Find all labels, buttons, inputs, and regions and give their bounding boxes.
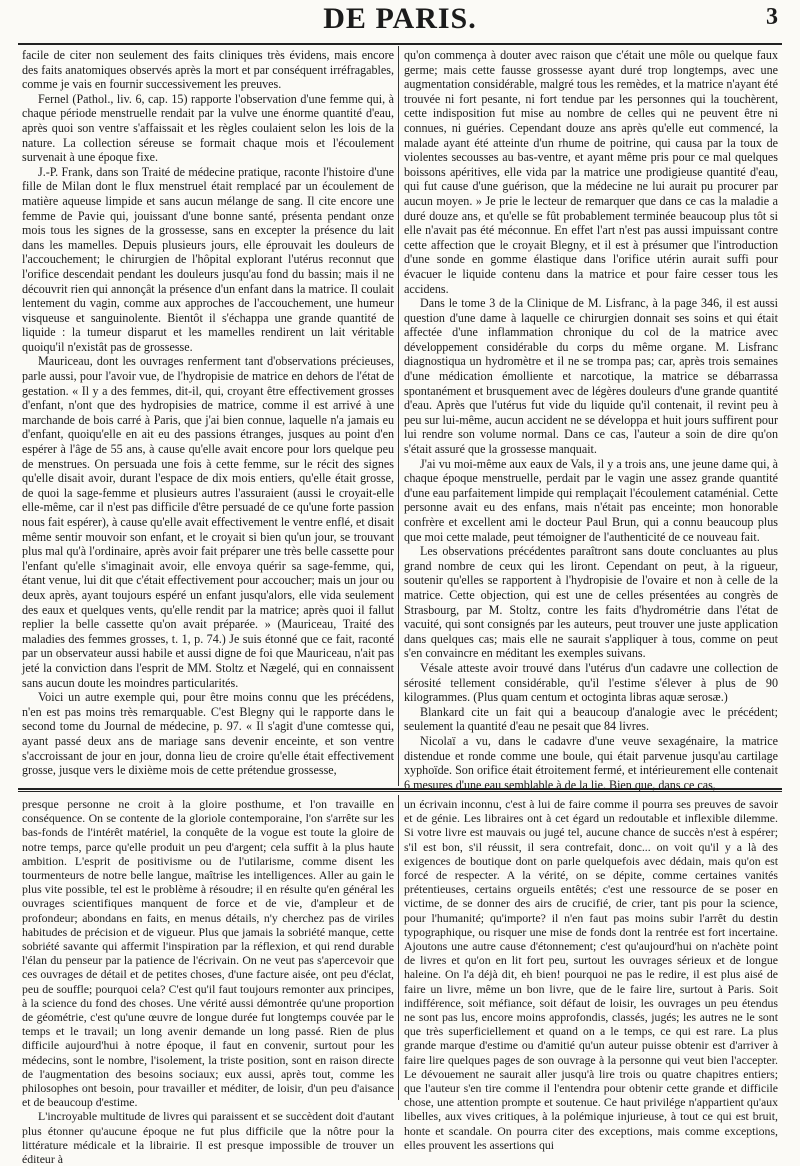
paragraph: Voici un autre exemple qui, pour être moins connu que les précédens, n'en est pas moins très remarquable. C'est Blegny qui le rapporte dans le second tome du Journal de médecine, p. 97. « Il s'agit d'une comtesse qui, ayant passé deux ans de mariage sans devenir enceinte, et son ventre s'accroissant de jour en jour, donna lieu de croire qu'elle était effectivement grosse, jusque vers le dixième mois de cette prétendue grossesse, [22,690,394,778]
paragraph: Vésale atteste avoir trouvé dans l'utérus d'un cadavre une collection de sérosité tellement considérable, qu'il l'estime s'élever à plus de 90 kilogrammes. (Plus quam centum et octoginta libras aquæ serosæ.) [404,660,778,705]
paragraph: J.-P. Frank, dans son Traité de médecine pratique, raconte l'histoire d'une fille de Milan dont le flux menstruel était remplacé par un écoulement de matière aqueuse limpide et sans aucun mélange de sang. Il cite encore une femme de Pavie qui, jouissant d'une bonne santé, présenta pendant onze mois tous les signes de la grossesse, sans en excepter la présence du lait dans les mamelles. Depuis plusieurs jours, elle éprouvait les douleurs de l'accouchement; le chirurgien de l'hôpital explorant l'utérus reconnut que l'orifice descendait pendant les douleurs jusqu'au fond du bassin; mais il ne découvrit rien qui annonçât la présence d'un enfant dans la matrice. Il coulait lentement du vagin, comme aux approches de l'accouchement, une humeur visqueuse et sanguinolente. Bientôt il s'échappa une grande quantité de liquide : la tumeur disparut et les mamelles rendirent un lait véritable quoiqu'il n'existât pas de grossesse. [22,164,394,354]
upper-column-right [404,48,778,792]
paragraph: Mauriceau, dont les ouvrages renferment tant d'observations précieuses, parle aussi, pour l'avoir vue, de l'hydropisie de matrice en dehors de l'état de gestation. « Il y a des femmes, dit-il, qui, croyant être effectivement grosses d'enfant, n'ont que des hydropisies de matrice, comme il est arrivé à une marchande de bois carré à Paris, que j'ai bien connue, laquelle n'a jamais eu d'enfant, quoiqu'elle en ait eu des passions étranges, jusques au point d'en espérer à l'âge de 55 ans, à cause qu'elle avait encore pour lors quelque peu de menstrues. On persuada une fois à cette femme, sur le récit des signes qu'elle disait avoir, durant l'espace de dix mois entiers, qu'elle était grosse, de quoi la sage-femme et plusieurs autres l'assuraient (aussi le croyait-elle elle-même, car il n'est pas difficile d'être persuadé de ce qu'une forte passion nous fait espérer), à cause qu'elle avait effectivement le ventre enflé, et disait même sentir mouvoir son enfant, et le croyait si bien qu'un jour, se trouvant plus mal qu'à l'ordinaire, après avoir fait préparer une très belle cassette pour l'enfant qu'elle s'imaginait avoir, elle envoya quérir sa sage-femme, qui, étant venue, lui dit que c'était effectivement pour accoucher; mais un jour ou deux après, ayant toujours espéré un enfant jusqu'alors, elle vida seulement des eaux et quelques vents, qu'elle rendit par la matrice; après quoi il fallut replier la belle cassette qu'on avait préparée. » (Mauriceau, Traité des maladies des femmes grosses, t. 1, p. 74.) Je suis étonné que ce fait, raconté par un observateur aussi habile et aussi digne de foi que Mauriceau, n'ait pas jeté la conviction dans l'esprit de MM. Stoltz et Nægelé, qui en connaissent sans aucun doute les moindres particularités. [22,354,394,690]
paragraph: Blankard cite un fait qui a beaucoup d'analogie avec le précédent; seulement la quantité d'eau ne pesait que 84 livres. [404,704,778,734]
paragraph: L'incroyable multitude de livres qui paraissent et se succèdent doit d'autant plus étonner qu'aucune époque ne fut plus difficile que la nôtre pour la littérature médicale et la librairie. Il est presque impossible de trouver un éditeur à [22,1109,394,1166]
paragraph: Dans le tome 3 de la Clinique de M. Lisfranc, à la page 346, il est aussi question d'une dame à laquelle ce chirurgien donnait ses soins et qui était affectée d'une inflammation chronique du col de la matrice avec développement considérable du corps du même organe. M. Lisfranc diagnostiqua un hydromètre et il ne se trompa pas; car, après trois semaines d'une médication émolliente et narcotique, la matrice se débarrassa spontanément et brusquement avec de légères douleurs d'une grande quantité d'eau. Après que l'utérus fut vide du liquide qu'il contenait, il revint peu à peu sur lui-même, aucun accident ne se développa et huit jours suffirent pour lui rendre son volume normal. Dans ce cas, l'auteur a soin de dire qu'on s'était assuré que la grossesse manquait. [404,296,778,457]
upper-column-left [22,48,394,784]
paragraph: Fernel (Pathol., liv. 6, cap. 15) rapporte l'observation d'une femme qui, à chaque période menstruelle rendait par la vulve une énorme quantité d'eau, après quoi son ventre s'affaissait et les règles coulaient selon les lois de la nature. La collection séreuse se formait chaque mois et l'écoulement survenait à une époque fixe. [22,91,394,165]
lower-column-right [404,797,778,1152]
column-separator [398,795,399,1100]
section-rule [18,791,782,792]
page-title: DE PARIS. [323,2,477,35]
paragraph: un écrivain inconnu, c'est à lui de faire comme il pourra ses preuves de savoir et de génie. Les libraires ont à cet égard un redoutable et inflexible dilemme. Si votre livre est mauvais ou jugé tel, aucune chance de succès n'est à espérer; s'il est bon, s'il réussit, il sera contrefait, donc... on voit qu'il y a là des exigences de boutique dont on parle quelquefois avec dédain, mais qu'on est forcé de respecter. A la vérité, on se dépite, comme certaines vanités prétentieuses, certains orgueils entêtés; c'est une ressource de se poser en victime, de se donner des airs de crucifié, de crier, tant pis pour la science, pour l'humanité; qu'importe? il n'en faut pas moins subir l'arrêt du destin typographique, ou risquer une mise de fonds dont la rentrée est fort incertaine. Ajoutons une autre cause d'étonnement; c'est qu'aujourd'hui on n'achète point de livres et qu'on en lit fort peu, surtout les ouvrages sérieux et de longue haleine. On l'a déjà dit, eh bien! pourquoi ne pas le redire, il est plus aisé de faire un livre, même un bon livre, que de le faire lire, surtout à Paris. Soit indifférence, soit méfiance, soit défaut de loisir, les ouvrages un peu étendus ne sont pas lus, encore moins approfondis, classés, jugés; les autres ne le sont que très superficiellement et quand on a le temps, ce qui est rare. La plus grande marque d'estime ou d'amitié qu'un auteur puisse obtenir est d'arriver à faire lire quelques pages de son ouvrage à la personne qui veut bien l'accepter. Le dévouement ne saurait aller jusqu'à lire trois ou quatre chapitres entiers; que l'auteur s'en tire comme il l'entendra pour obtenir cette grande et difficile chose, une attention prompte et soutenue. Ce haut privilége n'appartient qu'aux libelles, aux vives critiques, à la polémique injurieuse, à tout ce qui est bruit, honte et scandale. On pourra citer des exceptions, mais comme exceptions, elles prouvent les assertions qui [404,797,778,1152]
header-rule [18,43,782,45]
page-number: 3 [766,4,778,30]
paragraph: Nicolaï a vu, dans le cadavre d'une veuve sexagénaire, la matrice distendue et ronde comme une boule, qui était parvenue jusqu'au cartilage xyphoïde. Son orifice était étroitement fermé, et intérieurement elle contenait 6 mesures d'une eau semblable à de la lie. Bien que, dans ce cas, [404,733,778,792]
paragraph: facile de citer non seulement des faits cliniques très évidens, mais encore des faits anatomiques observés après la mort et par conséquent irréfragables, comme je vais en fournir successivement les preuves. [22,48,394,92]
paragraph: presque personne ne croit à la gloire posthume, et l'on travaille en conséquence. On se contente de la gloriole contemporaine, l'on s'arrête sur les bas-fonds de l'intérêt matériel, la conquête de la vogue est toute la gloire de notre temps, parce qu'elle produit un peu d'argent; cela suffit à la plus haute ambition. L'esprit de positivisme ou de l'utilarisme, comme disent les tourmenteurs de notre belle langue, maîtrise les intelligences. Aller au gain le plus vite possible, tel est le problème à résoudre; il en résulte qu'en général les ouvrages scientifiques manquent de force et de vie, d'ampleur et de profondeur; abondans en faits, en menus détails, n'y cherchez pas de viriles habitudes de précision et de vigueur. Plus que jamais la sobriété manque, cette sobriété savante qui affermit l'inspiration par la réflexion, et qui rend durable l'élan du penseur par la patience de l'écrivain. On ne veut pas s'apercevoir que ces ouvrages de détail et de petites choses, d'une facture aisée, ont peu d'éclat, peu de souffle; pourquoi cela? C'est qu'il faut toujours remonter aux principes, à la science du fond des choses. Une vérité aussi démontrée qu'une proportion de géométrie, c'est qu'une œuvre de longue durée fut longtemps couvée par le temps et le travail; un long avenir demande un long passé. Rien de plus difficile aujourd'hui à notre époque, il faut en convenir, surtout pour les médecins, sont le nombre, l'isolement, la triste position, sont en raison directe de l'augmentation des besoins sociaux; eux aussi, après tout, comme les philosophes ont besoin, pour travailler et méditer, de loisir, d'un peu d'aisance et de beaucoup d'estime. [22,797,394,1110]
paragraph: Les observations précédentes paraîtront sans doute concluantes au plus grand nombre de ceux qui les liront. Cependant on peut, à la rigueur, soutenir qu'elles se rapportent à l'hydropisie de l'ovaire et non à celle de la matrice. Cette objection, qui est une de celles présentées au congrès de Strasbourg, par M. Stoltz, contre les faits d'hydrométrie dans l'état de vacuité, qui sont consignés par les auteurs, peut trouver une juste application dans quelques cas; mais elle ne saurait s'appliquer à tous, comme on peut s'en convaincre en méditant les exemples suivans. [404,544,778,661]
section-rule [18,788,782,790]
paragraph: J'ai vu moi-même aux eaux de Vals, il y a trois ans, une jeune dame qui, à chaque époque menstruelle, perdait par le vagin une assez grande quantité d'une eau parfaitement limpide qui remplaçait l'écoulement cataménial. Cette personne avait eu des enfans, mais n'était pas enceinte; mon honorable confrère et excellent ami le docteur Paul Brun, qui a connu beaucoup plus que moi cette malade, peut témoigner de l'authenticité de ce nouveau fait. [404,456,778,544]
lower-column-left [22,797,394,1166]
paragraph: qu'on commença à douter avec raison que c'était une môle ou quelque faux germe; mais cette fausse grossesse ayant duré trop longtemps, avec une augmentation considérable, malgré tous les remèdes, et la matrice n'ayant été trouvée ni fort pesante, ni fort tendue par les personnes qui la touchèrent, cette indisposition fut mise au nombre de celles qui ne peuvent être ni connues, ni guéries. Cependant douze ans après qu'elle eut commencé, la malade ayant été atteinte d'un rhume de poitrine, qui causa par la toux de violentes secousses au bas-ventre, et ayant même pris pour ce mal quelques boissons apéritives, elle vida par la matrice une prodigieuse quantité d'eau, qui fut cause d'une guérison, que la médecine ne lui aurait pu procurer par aucun moyen. » Je prie le lecteur de remarquer que dans ce cas la maladie a duré douze ans, et qu'elle se fût probablement terminée beaucoup plus tôt si elle n'avait pas été méconnue. En effet l'art n'est pas aussi impuissant contre cette affection que le croyait Blegny, et il est à présumer que l'introduction d'une sonde en gomme élastique dans l'orifice utérin aurait suffi pour évacuer le liquide contenu dans la matrice et pour faire cesser tous les accidens. [404,48,778,296]
page-header [18,0,782,44]
column-separator [398,46,399,786]
